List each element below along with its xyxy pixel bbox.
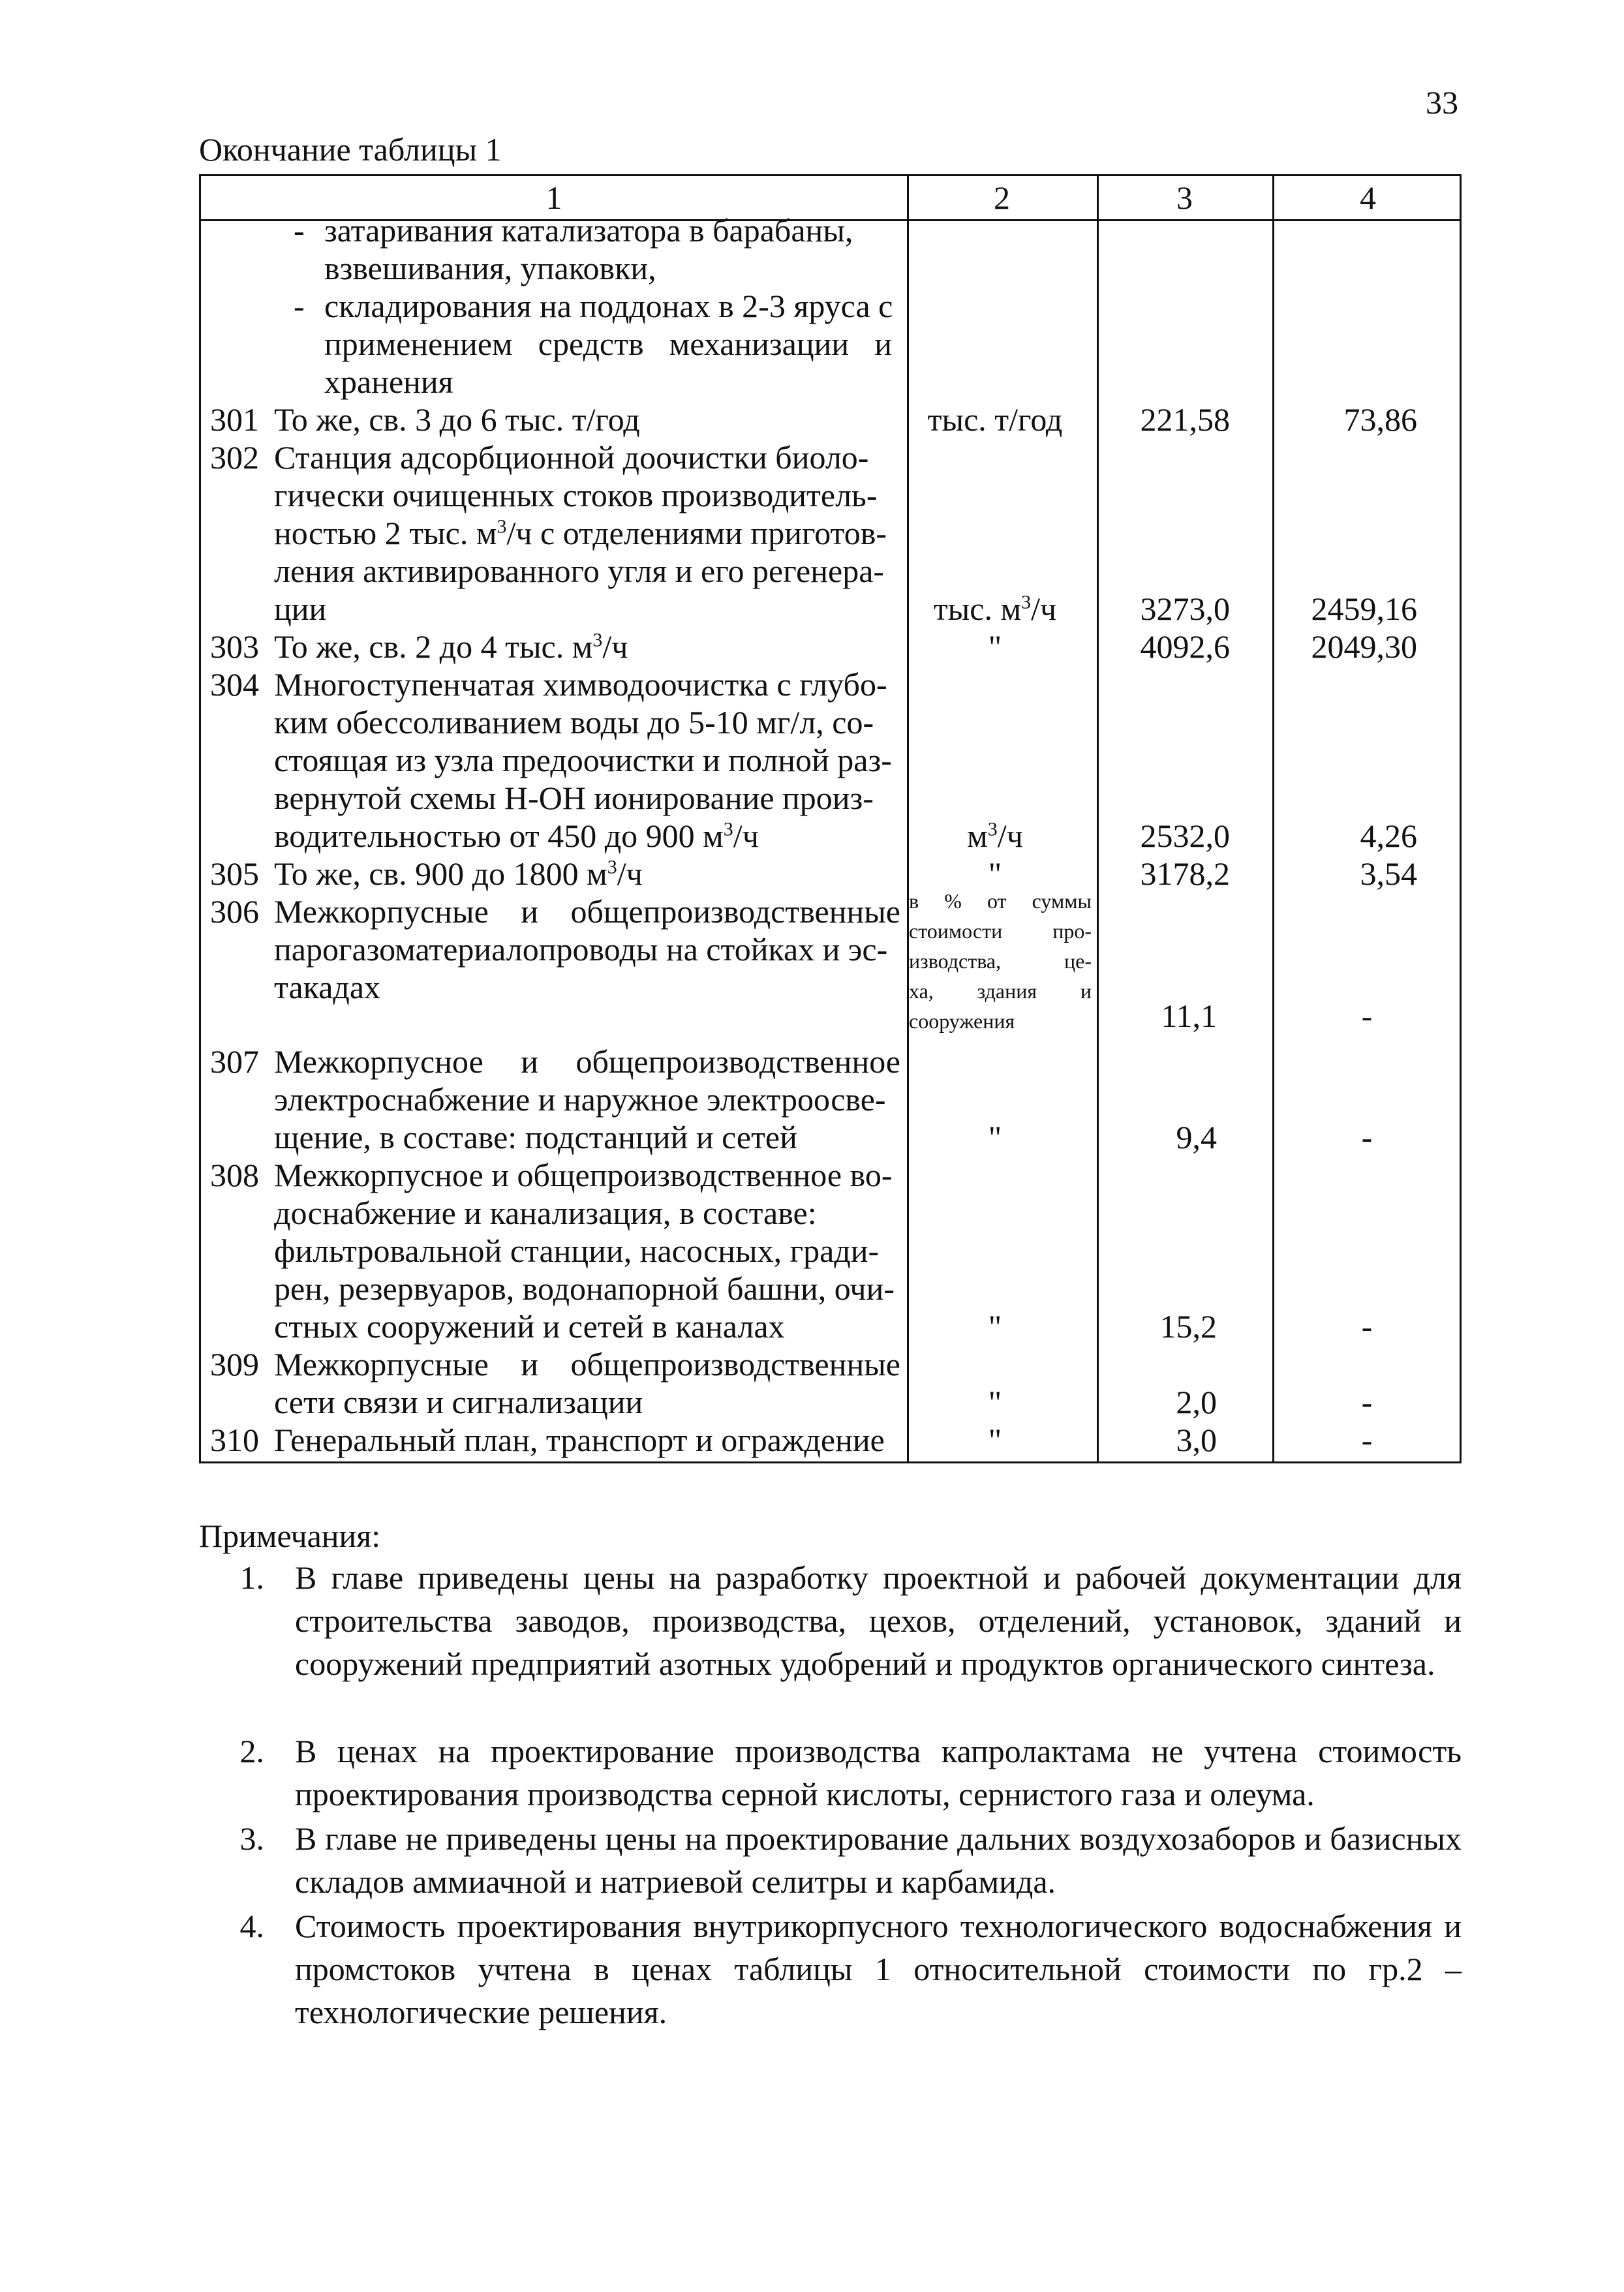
superscript: 3: [497, 515, 507, 538]
intro-line: применением средств механизации и: [324, 326, 892, 362]
dash: -: [294, 288, 305, 324]
row-number: 310: [210, 1422, 259, 1458]
row-number: 305: [210, 855, 259, 892]
note-text: В ценах на проектирование производства капролактама не учтена стоимость проектирования производства серной кислоты, сернистого газа и олеума.: [295, 1733, 1462, 1812]
text-fragment: ностью 2 тыс. м: [274, 515, 497, 551]
value-cell: 4,26: [1360, 817, 1417, 854]
note-number: 1.: [239, 1559, 264, 1596]
unit-cell: ха, здания и: [909, 979, 1092, 1003]
notes-title: Примечания:: [199, 1518, 381, 1554]
text-fragment: /ч: [733, 817, 759, 854]
unit-cell: [907, 817, 1083, 855]
row-description: [274, 514, 887, 552]
value-cell: -: [1361, 998, 1373, 1034]
row-description: фильтровальной станции, насосных, гради-: [274, 1232, 880, 1269]
value-cell: 2459,16: [1311, 590, 1417, 627]
unit-cell: сооружения: [909, 1009, 1015, 1033]
value-cell: -: [1361, 1422, 1373, 1458]
value-cell: -: [1361, 1384, 1373, 1420]
note-item: [215, 1904, 1462, 2034]
value-cell: 73,86: [1343, 401, 1417, 438]
row-description: [274, 817, 759, 855]
value-cell: 2,0: [1176, 1384, 1217, 1420]
header-col-4: 4: [1360, 179, 1376, 216]
intro-line: взвешивания, упаковки,: [324, 250, 656, 286]
row-description: ции: [274, 590, 327, 627]
header-col-2: 2: [994, 179, 1010, 216]
note-number: 3.: [239, 1820, 264, 1857]
superscript: 3: [607, 856, 617, 878]
note-number: 4.: [239, 1908, 264, 1944]
note-item: [215, 1817, 1462, 1903]
unit-cell: [907, 590, 1083, 628]
row-number: 309: [210, 1346, 259, 1383]
row-description: Межкорпусное и общепроизводственное во-: [274, 1157, 893, 1193]
text-fragment: /ч: [1031, 590, 1057, 627]
intro-line: хранения: [324, 363, 453, 400]
row-description: [274, 855, 643, 893]
row-description: ления активированного угля и его регенера-: [274, 553, 885, 589]
row-number: 306: [210, 893, 259, 930]
table-caption: Окончание таблицы 1: [199, 131, 502, 168]
value-cell: 15,2: [1159, 1308, 1217, 1345]
row-description: Межкорпусные и общепроизводственные: [274, 893, 900, 930]
value-cell: 3273,0: [1140, 590, 1230, 627]
intro-line: складирования на поддонах в 2-3 яруса с: [324, 288, 893, 324]
value-cell: 221,58: [1140, 401, 1230, 438]
dash: -: [294, 212, 305, 249]
row-description: [274, 628, 628, 665]
text-fragment: То же, св. 2 до 4 тыс. м: [274, 628, 593, 665]
unit-cell: ": [988, 628, 1002, 665]
row-description: электроснабжение и наружное электроосве-: [274, 1081, 886, 1118]
row-description: стных сооружений и сетей в каналах: [274, 1308, 785, 1345]
value-cell: -: [1361, 1308, 1373, 1345]
value-cell: 2532,0: [1140, 817, 1230, 854]
header-col-1: 1: [545, 179, 562, 216]
header-col-3: 3: [1176, 179, 1193, 216]
row-description: вернутой схемы Н-ОН ионирование произ-: [274, 780, 874, 816]
row-description: гически очищенных стоков производитель-: [274, 477, 878, 513]
unit-cell: стоимости про-: [909, 919, 1092, 943]
note-text: Стоимость проектирования внутрикорпусного технологического водоснабжения и промстоков учтена в ценах таблицы 1 относительной стоимости по гр.2 – технологические решения.: [295, 1908, 1462, 2030]
row-description: То же, св. 3 до 6 тыс. т/год: [274, 401, 640, 438]
value-cell: 3178,2: [1140, 855, 1230, 892]
value-cell: 11,1: [1161, 998, 1217, 1034]
row-description: Межкорпусное и общепроизводственное: [274, 1043, 900, 1080]
note-text: В главе не приведены цены на проектирование дальних воздухозаборов и базисных складов аммиачной и натриевой селитры и карбамида.: [295, 1820, 1462, 1900]
value-cell: -: [1361, 1119, 1373, 1155]
text-fragment: /ч: [602, 628, 628, 665]
superscript: 3: [1021, 591, 1032, 613]
row-description: ким обессоливанием воды до 5-10 мг/л, со-: [274, 704, 874, 741]
unit-cell: ": [988, 1119, 1002, 1155]
row-description: парогазоматериалопроводы на стойках и эс-: [274, 931, 888, 968]
row-number: 303: [210, 628, 259, 665]
row-description: Межкорпусные и общепроизводственные: [274, 1346, 900, 1383]
value-cell: 3,54: [1360, 855, 1417, 892]
row-description: щение, в составе: подстанций и сетей: [274, 1119, 797, 1155]
row-description: рен, резервуаров, водонапорной башни, очи-: [274, 1270, 895, 1307]
text-fragment: /ч: [997, 817, 1023, 854]
row-description: Многоступенчатая химводоочистка с глубо-: [274, 666, 887, 703]
text-fragment: тыс. м: [933, 590, 1022, 627]
row-number: 307: [210, 1043, 259, 1080]
unit-cell: тыс. т/год: [927, 401, 1063, 438]
row-number: 308: [210, 1157, 259, 1193]
row-number: 302: [210, 439, 259, 476]
note-item: [215, 1730, 1462, 1816]
row-number: 304: [210, 666, 259, 703]
note-number: 2.: [239, 1733, 264, 1769]
superscript: 3: [987, 818, 998, 840]
unit-cell: в % от суммы: [909, 889, 1092, 913]
text-fragment: /ч: [617, 855, 643, 892]
row-description: стоящая из узла предоочистки и полной раз-: [274, 742, 892, 778]
unit-cell: ": [988, 1422, 1002, 1458]
note-text: В главе приведены цены на разработку проектной и рабочей документации для строительства заводов, производства, цехов, отделений, установок, зданий и сооружений предприятий азотных удобрений и продуктов органического синтеза.: [295, 1559, 1462, 1682]
value-cell: 3,0: [1176, 1422, 1217, 1458]
unit-cell: изводства, це-: [909, 949, 1092, 973]
row-description: сети связи и сигнализации: [274, 1384, 643, 1420]
value-cell: 9,4: [1176, 1119, 1217, 1155]
value-cell: 2049,30: [1311, 628, 1417, 665]
text-fragment: То же, св. 900 до 1800 м: [274, 855, 607, 892]
row-description: Генеральный план, транспорт и ограждение: [274, 1422, 885, 1458]
unit-cell: ": [988, 1308, 1002, 1345]
column-divider: [1097, 176, 1099, 1461]
text-fragment: /ч с отделениями приготов-: [506, 515, 887, 551]
row-description: такадах: [274, 969, 381, 1005]
text-fragment: водительностью от 450 до 900 м: [274, 817, 724, 854]
unit-cell: ": [988, 855, 1002, 892]
page-number: 33: [1426, 84, 1458, 121]
note-item: [215, 1556, 1462, 1728]
superscript: 3: [592, 629, 603, 651]
row-description: Станция адсорбционной доочистки биоло-: [274, 439, 869, 476]
row-number: 301: [210, 401, 259, 438]
unit-cell: ": [988, 1384, 1002, 1420]
row-description: доснабжение и канализация, в составе:: [274, 1195, 817, 1231]
intro-line: затаривания катализатора в барабаны,: [324, 212, 853, 249]
value-cell: 4092,6: [1140, 628, 1230, 665]
superscript: 3: [723, 818, 733, 840]
text-fragment: м: [967, 817, 988, 854]
